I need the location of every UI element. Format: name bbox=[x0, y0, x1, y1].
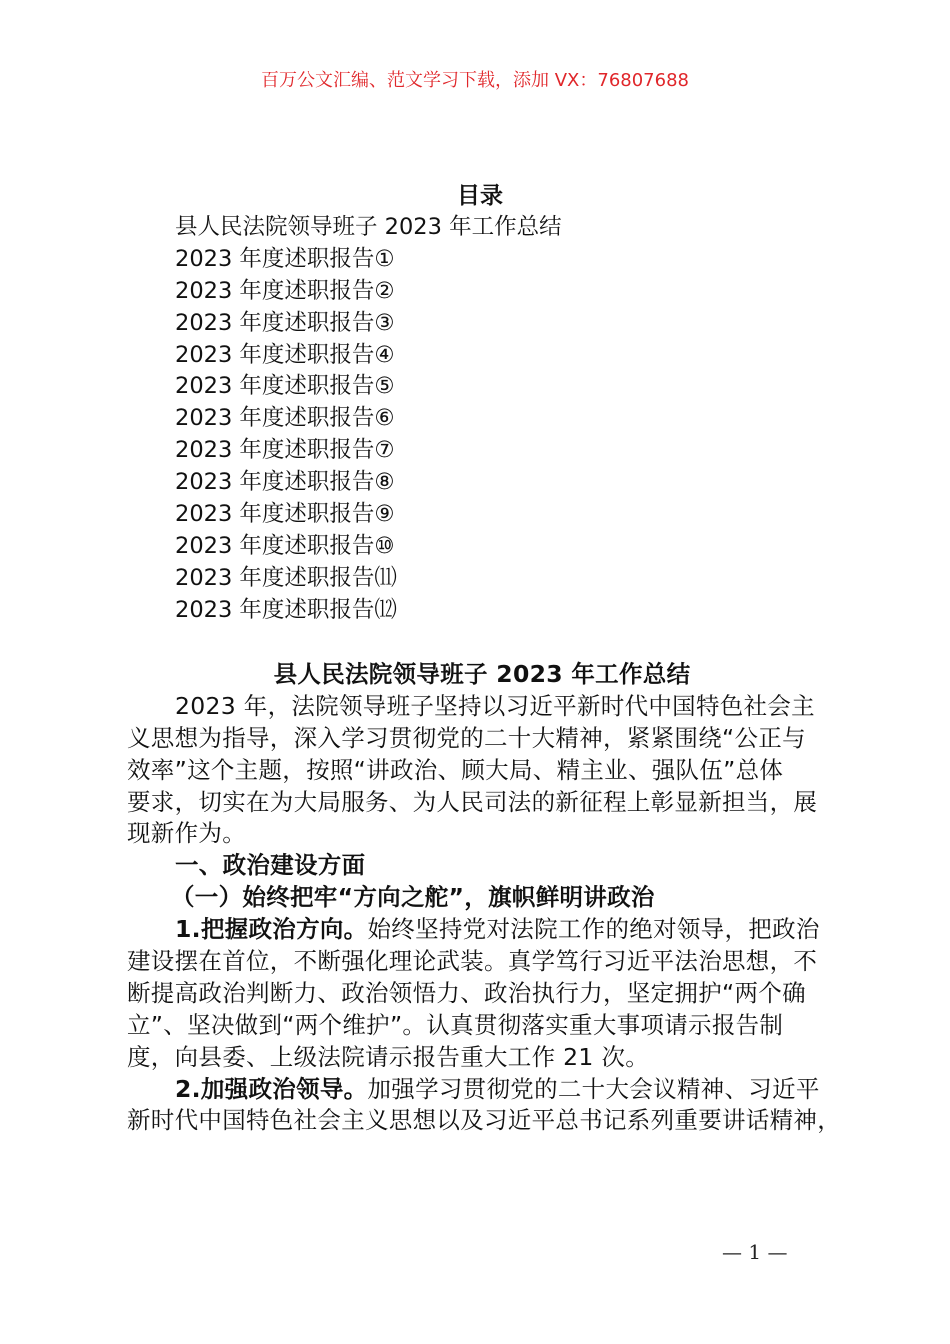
toc-item[interactable]: 2023 年度述职报告⑥ bbox=[175, 405, 395, 432]
text-line bbox=[127, 1074, 837, 1106]
text-line bbox=[127, 914, 837, 946]
toc-item[interactable]: 2023 年度述职报告⑧ bbox=[175, 469, 395, 496]
toc-item[interactable]: 2023 年度述职报告① bbox=[175, 245, 395, 272]
toc-item[interactable]: 2023 年度述职报告⑩ bbox=[175, 532, 395, 559]
section-heading: 一、政治建设方面 bbox=[175, 851, 366, 880]
text-line: 要求，切实在为大局服务、为人民司法的新征程上彰显新担当，展 bbox=[127, 787, 818, 816]
text-span: 始终坚持党对法院工作的绝对领导，把政治 bbox=[367, 915, 820, 944]
toc-item[interactable]: 2023 年度述职报告⑨ bbox=[175, 501, 395, 528]
paragraph-lead: 2.加强政治领导。 bbox=[175, 1074, 368, 1103]
subsection-heading: （一）始终把牢“方向之舵”，旗帜鲜明讲政治 bbox=[171, 883, 655, 912]
toc-item[interactable]: 2023 年度述职报告⑿ bbox=[175, 596, 397, 623]
toc-item[interactable]: 2023 年度述职报告⑾ bbox=[175, 564, 397, 591]
toc-item[interactable]: 2023 年度述职报告② bbox=[175, 277, 395, 304]
toc-item[interactable]: 县人民法院领导班子 2023 年工作总结 bbox=[175, 214, 562, 240]
page-number: — 1 — bbox=[722, 1240, 788, 1264]
text-span: 加强学习贯彻党的二十大会议精神、习近平 bbox=[367, 1074, 820, 1103]
text-line: 效率”这个主题，按照“讲政治、顾大局、精主业、强队伍”总体 bbox=[127, 755, 784, 784]
text-line: 义思想为指导，深入学习贯彻党的二十大精神，紧紧围绕“公正与 bbox=[127, 723, 806, 752]
toc-item[interactable]: 2023 年度述职报告⑦ bbox=[175, 437, 395, 464]
toc-item[interactable]: 2023 年度述职报告⑤ bbox=[175, 373, 395, 400]
toc-title: 目录 bbox=[457, 183, 503, 209]
table-of-contents bbox=[175, 212, 562, 627]
text-line: 断提高政治判断力、政治领悟力、政治执行力，坚定拥护“两个确 bbox=[127, 978, 806, 1007]
text-line: 建设摆在首位，不断强化理论武装。真学笃行习近平法治思想，不 bbox=[127, 947, 818, 976]
article-title: 县人民法院领导班子 2023 年工作总结 bbox=[273, 660, 691, 688]
text-line: 现新作为。 bbox=[127, 819, 246, 848]
toc-item[interactable]: 2023 年度述职报告③ bbox=[175, 309, 395, 336]
toc-item[interactable]: 2023 年度述职报告④ bbox=[175, 341, 395, 368]
text-line: 度，向县委、上级法院请示报告重大工作 21 次。 bbox=[127, 1042, 650, 1071]
article-body bbox=[127, 659, 841, 1137]
text-line: 立”、坚决做到“两个维护”。认真贯彻落实重大事项请示报告制 bbox=[127, 1010, 784, 1039]
text-line: 2023 年，法院领导班子坚持以习近平新时代中国特色社会主 bbox=[175, 691, 815, 720]
paragraph-lead: 1.把握政治方向。 bbox=[175, 915, 368, 944]
text-line: 新时代中国特色社会主义思想以及习近平总书记系列重要讲话精神， bbox=[127, 1106, 841, 1135]
header-note: 百万公文汇编、范文学习下载，添加 VX：76807688 bbox=[261, 70, 689, 91]
